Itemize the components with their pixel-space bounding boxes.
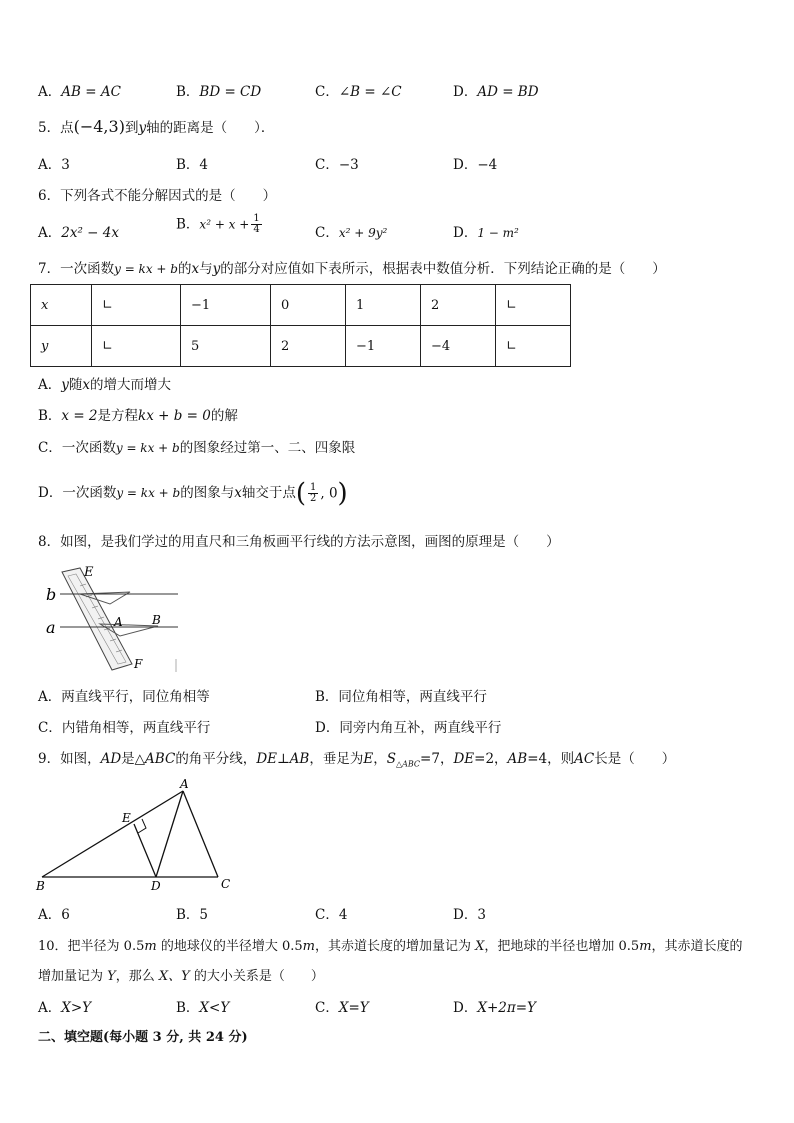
q8-stem: 8．如图，是我们学过的用直尺和三角板画平行线的方法示意图，画图的原理是（ ） <box>38 534 560 550</box>
q6-option-a: A．2x² − 4x <box>38 225 119 241</box>
q5-stem: 5．点(−4,3)到y轴的距离是（ ）． <box>38 117 275 136</box>
label-a: A <box>180 777 189 791</box>
triangle-figure <box>30 778 240 893</box>
segment-ac <box>183 791 218 877</box>
label-e: E <box>84 565 94 580</box>
table-cell: −1 <box>181 285 271 326</box>
table-cell: 5 <box>181 326 271 367</box>
q10-option-a: A．X>Y <box>38 1000 92 1016</box>
segment-ad <box>156 791 183 877</box>
label-c: C <box>221 877 231 891</box>
table-cell: 2 <box>271 326 346 367</box>
label-b-line: b <box>46 585 57 604</box>
q4-option-a: A．AB = AC <box>38 84 121 100</box>
q5-option-b: B．4 <box>176 157 209 173</box>
q8-option-a: A．两直线平行，同位角相等 <box>38 689 210 705</box>
q7-option-a: A．y随x的增大而增大 <box>38 377 172 393</box>
table-row-x <box>31 285 571 326</box>
q7-option-c: C．一次函数y = kx + b的图象经过第一、二、四象限 <box>38 440 356 456</box>
q10-stem-line1: 10．把半径为 0.5m 的地球仪的半径增大 0.5m，其赤道长度的增加量记为 X，把地球的半径也增加 0.5m，其赤道长度的 <box>38 939 743 954</box>
table-cell: ∟ <box>92 326 181 367</box>
q9-stem: 9．如图，AD是△ABC的角平分线，DE⊥AB，垂足为E，$S_{\triangle ABC}=7$，DE=2，AB=4，则AC长是（ ） <box>38 751 676 769</box>
q8-option-b: B．同位角相等，两直线平行 <box>315 689 487 705</box>
q8-option-d: D．同旁内角互补，两直线平行 <box>315 720 502 736</box>
q9-option-a: A．6 <box>38 907 70 923</box>
q9-option-b: B．5 <box>176 907 209 923</box>
q6-option-c: C．x² + 9y² <box>315 225 388 241</box>
q9-option-d: D．3 <box>453 907 486 923</box>
table-cell: −4 <box>421 326 496 367</box>
q10-option-d: D．X+2π=Y <box>453 1000 536 1016</box>
q10-stem-line2: 增加量记为 Y，那么 X、Y 的大小关系是（ ） <box>38 969 324 984</box>
label-a-point: A <box>114 615 123 629</box>
label-b-point: B <box>152 613 161 627</box>
fraction-one-quarter: $\frac{1}{4}$ <box>253 213 260 235</box>
label-a-line: a <box>46 618 56 637</box>
q4-option-c: C．∠B = ∠C <box>315 84 402 100</box>
fraction-one-half: $\frac{1}{2}$ <box>309 482 317 504</box>
right-angle-mark <box>138 819 146 833</box>
label-f: F <box>134 657 143 671</box>
table-cell: ∟ <box>92 285 181 326</box>
ruler-triangle-figure <box>40 564 180 674</box>
q10-option-b: B．X<Y <box>176 1000 230 1016</box>
q5-option-a: A．3 <box>38 157 70 173</box>
table-cell: ∟ <box>496 326 571 367</box>
label-e: E <box>122 811 131 825</box>
section-title: 二、填空题(每小题 3 分, 共 24 分) <box>38 1030 248 1045</box>
q4-option-b: B．BD = CD <box>176 84 262 100</box>
table-cell: −1 <box>346 326 421 367</box>
table-cell: ∟ <box>496 285 571 326</box>
table-cell: 0 <box>271 285 346 326</box>
segment-ab <box>42 791 183 877</box>
q5-option-c: C．−3 <box>315 157 359 173</box>
table-cell: 2 <box>421 285 496 326</box>
q7-option-d: D．一次函数y = kx + b的图象与x轴交于点( $\frac{1}{2}$ , 0) <box>38 478 348 509</box>
q8-option-c: C．内错角相等，两直线平行 <box>38 720 211 736</box>
table-cell: x <box>31 285 92 326</box>
q7-option-b: B．x = 2是方程kx + b = 0的解 <box>38 408 238 424</box>
table-cell: y <box>31 326 92 367</box>
q10-option-c: C．X=Y <box>315 1000 369 1016</box>
q6-stem: 6．下列各式不能分解因式的是（ ） <box>38 188 277 204</box>
q5-option-d: D．−4 <box>453 157 498 173</box>
segment-de <box>134 824 156 877</box>
label-b: B <box>36 879 45 893</box>
table-cell: 1 <box>346 285 421 326</box>
q7-value-table <box>30 284 571 367</box>
label-d: D <box>151 879 161 893</box>
q6-option-b: B．x² + x + $\frac{1}{4}$ <box>176 213 260 235</box>
q4-option-d: D．AD = BD <box>453 84 539 100</box>
table-row-y <box>31 326 571 367</box>
q6-option-d: D．1 − m² <box>453 225 519 241</box>
q9-option-c: C．4 <box>315 907 348 923</box>
q7-stem: 7．一次函数y = kx + b的x与y的部分对应值如下表所示，根据表中数值分析．下列结论正确的是（ ） <box>38 261 666 277</box>
